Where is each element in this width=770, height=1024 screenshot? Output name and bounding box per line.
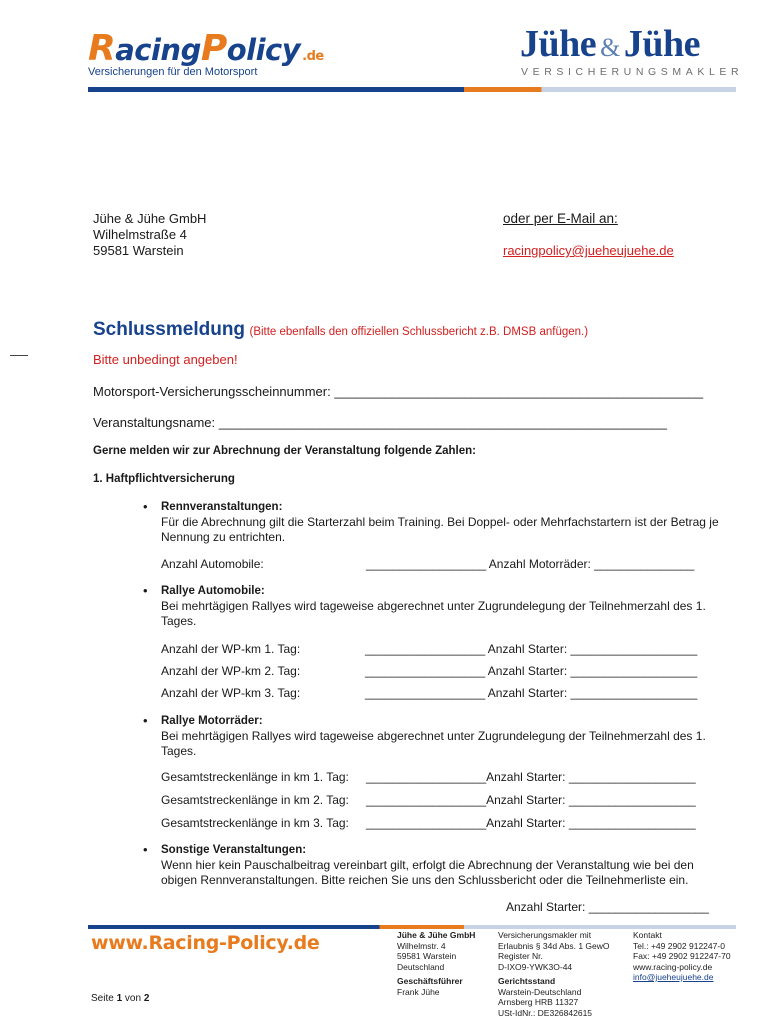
- company-city: 59581 Warstein: [397, 951, 457, 961]
- bullet-icon: •: [143, 583, 148, 598]
- section-title-sonstige: Sonstige Veranstaltungen:: [161, 844, 307, 856]
- company-country: Deutschland: [397, 961, 445, 972]
- page-prefix: Seite: [91, 993, 117, 1004]
- broker-line: Versicherungsmakler mit: [498, 930, 592, 940]
- title-note: (Bitte ebenfalls den offiziellen Schlussbericht z.B. DMSB anfügen.): [249, 326, 589, 338]
- section-body-rallye-moto: Bei mehrtägigen Rallyes wird tageweise abgerechnet unter Zugrundelegung der Teilnehmerzahl des 1. Tages.: [161, 729, 706, 758]
- racing-policy-logo: [88, 28, 324, 69]
- row-fields-wp-km-2[interactable]: __________________ Anzahl Starter: ___________________: [365, 664, 698, 678]
- event-name-field[interactable]: Veranstaltungsname: ______________________________________________________________: [93, 415, 668, 430]
- contact-label: Kontakt: [633, 930, 662, 940]
- row-fields-starter[interactable]: Anzahl Starter: __________________: [506, 900, 709, 914]
- contact-web[interactable]: www.racing-policy.de: [633, 961, 713, 972]
- page-number: [91, 993, 149, 1004]
- juehe-logo-amp: &: [600, 33, 620, 62]
- section-title-rallye-moto: Rallye Motorräder:: [161, 715, 263, 727]
- section-body-sonstige: Wenn hier kein Pauschalbeitrag vereinbart gilt, erfolgt die Abrechnung der Veranstaltung wie bei den obigen Rennveranstaltungen. Bitte reichen Sie uns den Schlussbericht oder die Teilnehmerliste ein.: [161, 858, 694, 887]
- section-title-renn: Rennveranstaltungen:: [161, 501, 283, 513]
- footer-url[interactable]: www.Racing-Policy.de: [91, 932, 320, 954]
- bullet-icon: •: [143, 842, 148, 857]
- logo-letter-r: R: [88, 28, 116, 69]
- bullet-icon: •: [143, 713, 148, 728]
- required-note: Bitte unbedingt angeben!: [93, 352, 238, 367]
- policy-number-field[interactable]: Motorsport-Versicherungsscheinnummer: ___________________________________________________: [93, 384, 704, 399]
- row-fields-strecke-2[interactable]: __________________Anzahl Starter: ___________________: [366, 793, 696, 807]
- form-title: [93, 319, 588, 341]
- section-body-renn: Für die Abrechnung gilt die Starterzahl beim Training. Bei Doppel- oder Mehrfachstartern ist der Betrag je Nennung zu entrichten.: [161, 515, 719, 544]
- logo-word-olicy: olicy: [226, 33, 301, 67]
- row-fields-wp-km-1[interactable]: __________________ Anzahl Starter: ___________________: [365, 642, 698, 656]
- row-label-strecke-2: Gesamtstreckenlänge in km 2. Tag:: [161, 793, 349, 807]
- row-label-strecke-3: Gesamtstreckenlänge in km 3. Tag:: [161, 816, 349, 830]
- email-link[interactable]: racingpolicy@jueheujuehe.de: [503, 243, 674, 258]
- footer-ceo: [397, 976, 463, 997]
- margin-mark: [10, 355, 28, 356]
- footer-contact: [633, 930, 731, 983]
- juehe-tagline: VERSICHERUNGSMAKLER: [521, 66, 744, 78]
- intro-text: Gerne melden wir zur Abrechnung der Veranstaltung folgende Zahlen:: [93, 445, 476, 457]
- court-line: Arnsberg HRB 11327: [498, 997, 579, 1007]
- row-label-wp-km-3: Anzahl der WP-km 3. Tag:: [161, 686, 301, 700]
- page-mid: von: [122, 993, 144, 1004]
- ceo-name: Frank Jühe: [397, 986, 440, 997]
- juehe-logo: [520, 22, 700, 66]
- footer-court: [498, 976, 592, 1018]
- court-line: USt-IdNr.: DE326842615: [498, 1007, 593, 1018]
- footer-broker: [498, 930, 610, 972]
- contact-mail[interactable]: info@jueheujuehe.de: [633, 972, 714, 982]
- section-heading: 1. Haftpflichtversicherung: [93, 473, 235, 485]
- email-label: oder per E-Mail an:: [503, 211, 618, 226]
- logo-letter-p: P: [200, 28, 227, 69]
- logo-tld: .de: [302, 49, 324, 64]
- company-street: Wilhelmstr. 4: [397, 940, 446, 951]
- section-body-rallye-auto: Bei mehrtägigen Rallyes wird tageweise abgerechnet unter Zugrundelegung der Teilnehmerzahl des 1. Tages.: [161, 599, 706, 628]
- broker-line: Register Nr.: [498, 951, 543, 961]
- bullet-icon: •: [143, 499, 148, 514]
- footer-divider: [88, 925, 736, 929]
- row-label-automobile: Anzahl Automobile:: [161, 557, 264, 571]
- header-divider: [88, 87, 736, 92]
- page-total: 2: [143, 993, 150, 1004]
- row-fields-strecke-3[interactable]: __________________Anzahl Starter: ___________________: [366, 816, 696, 830]
- address-line: 59581 Warstein: [93, 243, 184, 258]
- logo-word-acing: acing: [115, 33, 201, 67]
- address-line: Jühe & Jühe GmbH: [93, 211, 207, 226]
- row-label-wp-km-1: Anzahl der WP-km 1. Tag:: [161, 642, 301, 656]
- row-label-strecke-1: Gesamtstreckenlänge in km 1. Tag:: [161, 770, 349, 784]
- footer-company: [397, 930, 475, 972]
- ceo-label: Geschäftsführer: [397, 976, 463, 986]
- court-label: Gerichtsstand: [498, 976, 556, 986]
- juehe-logo-left: Jühe: [520, 23, 597, 65]
- row-fields-wp-km-3[interactable]: __________________ Anzahl Starter: ___________________: [365, 686, 698, 700]
- page-title: Schlussmeldung: [93, 319, 246, 340]
- court-line: Warstein-Deutschland: [498, 986, 582, 997]
- section-title-rallye-auto: Rallye Automobile:: [161, 585, 265, 597]
- recipient-address: [93, 211, 206, 259]
- row-fields-automobile[interactable]: __________________ Anzahl Motorräder: _______________: [366, 557, 695, 571]
- contact-tel: Tel.: +49 2902 912247-0: [633, 940, 725, 951]
- juehe-logo-right: Jühe: [623, 23, 701, 65]
- address-line: Wilhelmstraße 4: [93, 227, 187, 242]
- broker-line: D-IXO9-YWK3O-44: [498, 961, 573, 972]
- company-name: Jühe & Jühe GmbH: [397, 930, 476, 940]
- page-current: 1: [116, 993, 123, 1004]
- row-fields-strecke-1[interactable]: __________________Anzahl Starter: ___________________: [366, 770, 696, 784]
- racing-policy-tagline: Versicherungen für den Motorsport: [88, 66, 258, 78]
- contact-fax: Fax: +49 2902 912247-70: [633, 951, 731, 961]
- broker-line: Erlaubnis § 34d Abs. 1 GewO: [498, 940, 610, 951]
- row-label-wp-km-2: Anzahl der WP-km 2. Tag:: [161, 664, 301, 678]
